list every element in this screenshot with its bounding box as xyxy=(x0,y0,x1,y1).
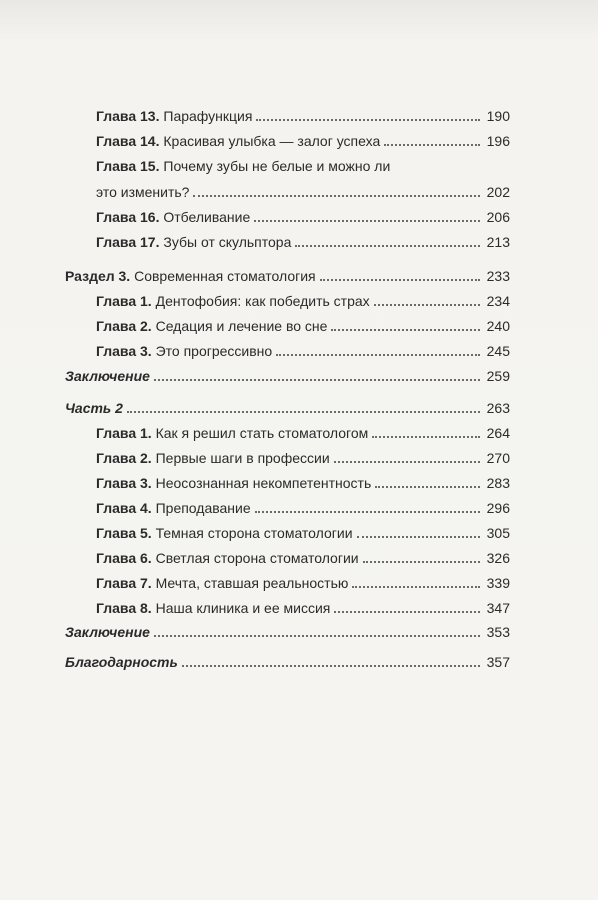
toc-page-number: 245 xyxy=(486,343,510,359)
toc-entry[interactable] xyxy=(96,126,510,150)
dot-leader xyxy=(374,304,480,306)
toc-page-number: 202 xyxy=(486,184,510,200)
toc-entry[interactable] xyxy=(96,543,510,567)
dot-leader xyxy=(256,119,480,121)
toc-entry-prefix: Глава 7. xyxy=(96,575,152,591)
toc-entry-prefix: Глава 2. xyxy=(96,318,152,334)
toc-entry-title: Наша клиника и ее миссия xyxy=(155,600,331,616)
toc-entry[interactable] xyxy=(96,493,510,517)
toc-entry-prefix: Глава 5. xyxy=(96,525,152,541)
toc-page-number: 196 xyxy=(486,133,510,149)
toc-page-number: 206 xyxy=(486,209,510,225)
dot-leader xyxy=(334,611,480,613)
dot-leader xyxy=(331,329,480,331)
toc-entry-label xyxy=(96,183,189,201)
toc-entry-title: Современная стоматология xyxy=(134,268,316,284)
toc-entry-label xyxy=(96,449,330,467)
dot-leader xyxy=(334,461,480,463)
toc-entry[interactable] xyxy=(96,443,510,467)
toc-entry-label xyxy=(96,233,291,251)
dot-leader xyxy=(127,411,480,413)
toc-entry[interactable] xyxy=(96,311,510,335)
dot-leader xyxy=(384,144,480,146)
toc-entry-title: Первые шаги в профессии xyxy=(155,450,330,466)
toc-entry-label xyxy=(96,524,353,542)
toc-entry-title: Парафункция xyxy=(163,108,253,124)
toc-entry[interactable] xyxy=(96,336,510,360)
toc-entry-label xyxy=(96,107,252,125)
toc-entry-title: Почему зубы не белые и можно ли xyxy=(163,158,391,174)
toc-entry[interactable] xyxy=(96,518,510,542)
toc-entry[interactable] xyxy=(65,261,510,285)
dot-leader xyxy=(255,511,480,513)
toc-entry-prefix: Глава 13. xyxy=(96,108,160,124)
toc-entry-label xyxy=(96,132,380,150)
dot-leader xyxy=(363,561,480,563)
dot-leader xyxy=(182,665,480,667)
toc-entry-title: Зубы от скульптора xyxy=(163,234,292,250)
toc-page-number: 326 xyxy=(486,550,510,566)
toc-entry-label xyxy=(96,474,371,492)
toc-page-number: 190 xyxy=(486,108,510,124)
toc-entry[interactable] xyxy=(96,202,510,226)
toc-page-number: 339 xyxy=(486,575,510,591)
toc-entry-title: Темная сторона стоматологии xyxy=(155,525,353,541)
toc-page-number: 263 xyxy=(486,400,510,416)
toc-entry-title: Неосознанная некомпетентность xyxy=(155,475,372,491)
toc-entry-label xyxy=(65,653,178,671)
toc-page-number: 353 xyxy=(486,624,510,640)
toc-page-number: 296 xyxy=(486,500,510,516)
toc-entry-title: Седация и лечение во сне xyxy=(155,318,328,334)
toc-page-number: 259 xyxy=(486,368,510,384)
dot-leader xyxy=(254,220,480,222)
toc-entry[interactable] xyxy=(96,227,510,251)
toc-entry-title-continued: это изменить? xyxy=(96,184,190,200)
toc-page-number: 305 xyxy=(486,525,510,541)
dot-leader xyxy=(357,536,480,538)
toc-entry-label xyxy=(96,549,359,567)
toc-entry[interactable] xyxy=(65,647,510,671)
dot-leader xyxy=(375,486,480,488)
toc-entry[interactable] xyxy=(65,617,510,641)
dot-leader xyxy=(320,279,480,281)
toc-entry-prefix: Глава 2. xyxy=(96,450,152,466)
toc-entry-prefix: Раздел 3. xyxy=(65,268,131,284)
toc-entry-title: Светлая сторона стоматологии xyxy=(155,550,359,566)
dot-leader xyxy=(154,635,480,637)
toc-entry-prefix: Глава 15. xyxy=(96,158,160,174)
toc-entry-first-line xyxy=(96,157,390,175)
toc-entry-prefix: Заключение xyxy=(65,368,150,384)
toc-entry[interactable] xyxy=(96,568,510,592)
toc-entry-prefix: Глава 16. xyxy=(96,209,160,225)
toc-entry-prefix: Глава 3. xyxy=(96,343,152,359)
toc-entry-prefix: Часть 2 xyxy=(65,400,123,416)
dot-leader xyxy=(352,586,480,588)
toc-page-number: 264 xyxy=(486,425,510,441)
dot-leader xyxy=(276,354,480,356)
dot-leader xyxy=(193,195,480,197)
toc-page-number: 283 xyxy=(486,475,510,491)
toc-entry-prefix: Благодарность xyxy=(65,654,178,670)
toc-entry-label xyxy=(96,574,348,592)
dot-leader xyxy=(295,245,480,247)
toc-entry-title: Отбеливание xyxy=(163,209,251,225)
toc-entry[interactable] xyxy=(96,593,510,617)
toc-page-number: 347 xyxy=(486,600,510,616)
toc-entry[interactable] xyxy=(65,393,510,417)
toc-entry-title: Красивая улыбка — залог успеха xyxy=(163,133,381,149)
dot-leader xyxy=(154,379,480,381)
toc-entry[interactable] xyxy=(96,468,510,492)
toc-entry[interactable] xyxy=(65,361,510,385)
toc-entry-label xyxy=(96,424,368,442)
toc-entry-prefix: Глава 8. xyxy=(96,600,152,616)
toc-entry-label xyxy=(96,317,327,335)
toc-entry-title: Преподавание xyxy=(155,500,251,516)
toc-page-number: 270 xyxy=(486,450,510,466)
toc-entry-label xyxy=(65,623,150,641)
toc-entry-label xyxy=(65,267,316,285)
toc-entry-prefix: Глава 14. xyxy=(96,133,160,149)
toc-entry[interactable] xyxy=(96,101,510,125)
toc-entry-prefix: Глава 1. xyxy=(96,425,152,441)
dot-leader xyxy=(372,436,480,438)
toc-page-number: 357 xyxy=(486,654,510,670)
toc-entry-prefix: Глава 17. xyxy=(96,234,160,250)
toc-entry-label xyxy=(96,499,251,517)
toc-page-number: 234 xyxy=(486,293,510,309)
toc-entry-title: Мечта, ставшая реальностью xyxy=(155,575,349,591)
toc-entry-label xyxy=(96,292,370,310)
toc-entry-title: Дентофобия: как победить страх xyxy=(155,293,370,309)
toc-entry-label xyxy=(65,367,150,385)
toc-entry[interactable] xyxy=(96,418,510,442)
toc-entry-title: Это прогрессивно xyxy=(155,343,273,359)
toc-page-number: 240 xyxy=(486,318,510,334)
toc-entry-title: Как я решил стать стоматологом xyxy=(155,425,369,441)
toc-entry-label xyxy=(96,208,250,226)
toc-entry[interactable] xyxy=(96,286,510,310)
toc-page-number: 233 xyxy=(486,268,510,284)
toc-entry-prefix: Глава 6. xyxy=(96,550,152,566)
toc-entry-prefix: Глава 4. xyxy=(96,500,152,516)
toc-page-number: 213 xyxy=(486,234,510,250)
toc-entry-prefix: Глава 1. xyxy=(96,293,152,309)
toc-entry-prefix: Глава 3. xyxy=(96,475,152,491)
toc-entry-prefix: Заключение xyxy=(65,624,150,640)
toc-entry-label xyxy=(96,342,272,360)
toc-entry-label xyxy=(96,599,330,617)
toc-entry[interactable] xyxy=(96,177,510,201)
toc-entry-label xyxy=(65,399,123,417)
